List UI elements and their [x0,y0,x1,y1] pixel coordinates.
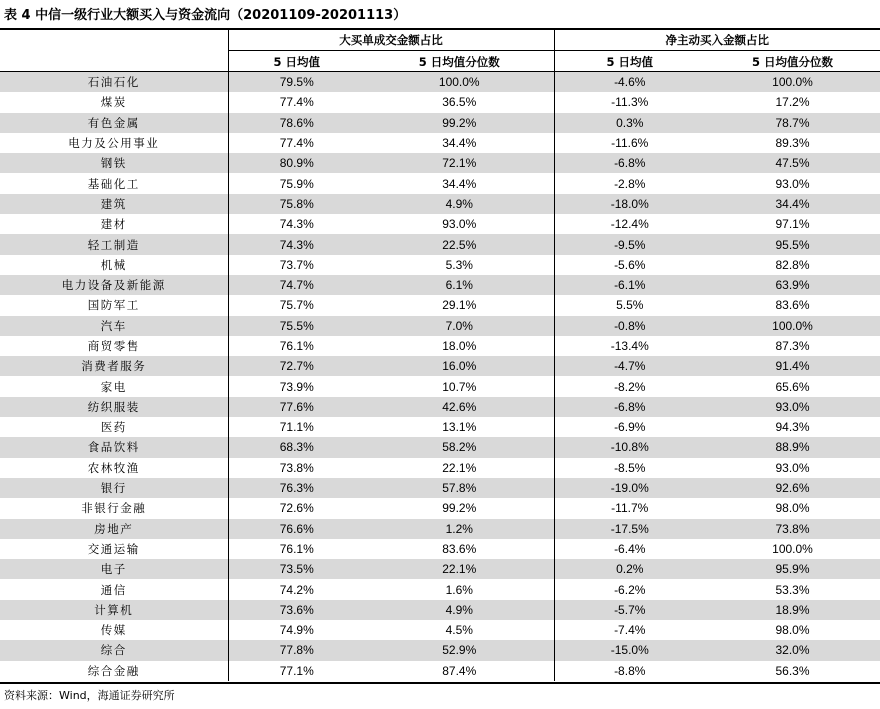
industry-name-cell: 基础化工 [87,176,140,191]
net-buy-percentile-cell: 47.5% [705,153,880,173]
net-buy-percentile-cell: 93.0% [775,460,810,475]
table-row [0,620,880,640]
industry-name-cell: 传媒 [100,623,127,638]
large-buy-percentile-cell: 6.1% [365,275,554,295]
industry-name-cell: 煤炭 [100,95,127,110]
large-buy-percentile-cell: 16.0% [365,356,554,376]
large-buy-avg-cell: 75.5% [228,316,365,336]
large-buy-avg-cell: 77.6% [228,397,365,417]
table-row [0,113,880,133]
net-buy-avg-cell: -6.8% [554,397,705,417]
large-buy-avg-cell: 77.4% [228,92,365,112]
large-buy-percentile-cell: 4.9% [365,194,554,214]
net-buy-percentile-cell: 65.6% [775,379,810,394]
net-buy-avg-cell: -10.8% [554,437,705,457]
table-row [0,458,880,478]
net-buy-percentile-cell: 34.4% [705,194,880,214]
net-buy-avg-cell: -7.4% [554,620,705,640]
large-buy-percentile-cell: 13.1% [442,420,477,435]
table-row [0,133,880,153]
net-buy-percentile-cell: 89.3% [775,136,810,151]
table-row [0,498,880,518]
large-buy-percentile-cell: 58.2% [365,437,554,457]
net-buy-percentile-cell: 91.4% [705,356,880,376]
net-buy-percentile-cell: 78.7% [705,113,880,133]
large-buy-percentile-cell: 83.6% [442,541,477,556]
industry-header-blank [0,30,228,51]
industry-name-cell: 非银行金融 [81,501,147,516]
large-buy-avg-cell: 79.5% [228,72,365,92]
net-buy-percentile-cell: 56.3% [775,663,810,678]
table-row [0,336,880,356]
large-buy-percentile-cell: 100.0% [365,72,554,92]
industry-name-cell: 家电 [100,379,127,394]
large-buy-percentile-cell: 52.9% [365,640,554,660]
net-buy-avg-cell: -6.8% [554,153,705,173]
table-title: 表 4 中信一级行业大额买入与资金流向（20201109-20201113） [4,8,407,23]
net-buy-percentile-cell: 87.3% [775,339,810,353]
net-buy-avg-cell: -12.4% [554,214,705,234]
large-buy-percentile-cell: 4.9% [365,600,554,620]
net-buy-percentile-cell: 97.1% [775,217,810,232]
large-buy-avg-cell: 74.2% [228,579,365,599]
industry-name-cell: 国防军工 [87,298,140,313]
net-buy-avg-cell: -6.4% [554,539,705,559]
net-buy-avg-cell: -11.3% [554,92,705,112]
table-row [0,92,880,112]
industry-name-cell: 计算机 [0,600,228,620]
table-row [0,214,880,234]
net-buy-avg-cell: -11.6% [554,133,705,153]
industry-name-cell: 商贸零售 [87,339,140,353]
bottom-rule [0,682,880,684]
industry-name-cell: 有色金属 [0,113,228,133]
table-row [0,295,880,315]
table-row [0,255,880,275]
net-buy-avg-cell: -8.8% [554,661,705,681]
large-buy-avg-cell: 75.8% [228,194,365,214]
industry-name-cell: 农林牧渔 [87,460,140,475]
large-buy-avg-cell: 77.4% [228,133,365,153]
source-note: 资料来源：Wind，海通证券研究所 [4,689,175,702]
net-buy-percentile-cell: 17.2% [775,95,810,110]
industry-name-cell: 综合金融 [87,663,140,678]
large-buy-percentile-cell: 93.0% [442,217,477,232]
net-buy-avg-cell: -2.8% [554,173,705,193]
net-buy-avg-cell: -6.1% [554,275,705,295]
industry-name-cell: 电力设备及新能源 [0,275,228,295]
large-buy-percentile-cell: 5.3% [445,257,473,272]
large-buy-percentile-cell: 87.4% [442,663,477,678]
industry-name-cell: 机械 [100,257,127,272]
net-buy-avg-cell: -5.6% [554,255,705,275]
large-buy-percentile-cell: 72.1% [365,153,554,173]
large-buy-percentile-cell: 34.4% [442,136,477,151]
table-row [0,579,880,599]
large-buy-percentile-cell: 1.2% [365,519,554,539]
col-large-buy-percentile: 5 日均值分位数 [418,54,500,69]
net-buy-percentile-cell: 82.8% [775,257,810,272]
large-buy-avg-cell: 74.9% [228,620,365,640]
industry-name-cell: 纺织服装 [0,397,228,417]
net-buy-percentile-cell: 95.5% [705,234,880,254]
industry-name-cell: 汽车 [0,316,228,336]
large-buy-percentile-cell: 57.8% [365,478,554,498]
large-buy-avg-cell: 72.6% [228,498,365,518]
large-buy-percentile-cell: 7.0% [365,316,554,336]
large-buy-ratio-header: 大买单成交金额占比 [228,30,554,51]
net-buy-avg-cell: -6.9% [554,417,705,437]
table-row [0,559,880,579]
large-buy-avg-cell: 78.6% [228,113,365,133]
industry-name-cell: 建材 [100,217,127,232]
table-row [0,234,880,254]
industry-name-cell: 银行 [0,478,228,498]
large-buy-avg-cell: 75.9% [228,173,365,193]
large-buy-percentile-cell: 10.7% [442,379,477,394]
large-buy-percentile-cell: 42.6% [365,397,554,417]
net-buy-avg-cell: -15.0% [554,640,705,660]
large-buy-avg-cell: 72.7% [228,356,365,376]
large-buy-percentile-cell: 18.0% [442,339,477,353]
net-buy-avg-cell: -9.5% [554,234,705,254]
table-row [0,437,880,457]
large-buy-avg-cell: 80.9% [228,153,365,173]
large-buy-avg-cell: 76.1% [228,539,365,559]
net-active-buy-ratio-header: 净主动买入金额占比 [554,30,880,51]
net-buy-percentile-cell: 93.0% [705,397,880,417]
net-buy-percentile-cell: 88.9% [705,437,880,457]
net-buy-percentile-cell: 93.0% [775,176,810,191]
net-buy-avg-cell: -8.2% [554,376,705,396]
industry-name-cell: 交通运输 [87,541,140,556]
industry-name-cell: 钢铁 [0,153,228,173]
industry-name-cell: 消费者服务 [0,356,228,376]
net-buy-percentile-cell: 100.0% [705,72,880,92]
net-buy-percentile-cell: 95.9% [705,559,880,579]
table-row [0,661,880,681]
table-row [0,417,880,437]
net-buy-avg-cell: 0.3% [554,113,705,133]
net-buy-avg-cell: 0.2% [554,559,705,579]
industry-name-cell: 医药 [100,420,127,435]
table-row [0,519,880,539]
industry-name-cell: 石油石化 [0,72,228,92]
table-row [0,539,880,559]
table-row [0,173,880,193]
net-buy-avg-cell: -19.0% [554,478,705,498]
large-buy-percentile-cell: 22.5% [365,234,554,254]
table-row [0,600,880,620]
large-buy-avg-cell: 73.7% [228,255,365,275]
net-buy-avg-cell: -4.6% [554,72,705,92]
net-buy-percentile-cell: 63.9% [705,275,880,295]
large-buy-percentile-cell: 4.5% [445,623,473,638]
net-buy-avg-cell: -17.5% [554,519,705,539]
large-buy-percentile-cell: 99.2% [365,113,554,133]
net-buy-percentile-cell: 98.0% [775,501,810,516]
col-net-buy-avg: 5 日均值 [554,51,705,73]
large-buy-avg-cell: 73.5% [228,559,365,579]
table-row [0,72,880,92]
net-buy-avg-cell: -8.5% [554,458,705,478]
industry-name-cell: 轻工制造 [0,234,228,254]
table-row [0,153,880,173]
industry-name-cell: 通信 [100,582,127,597]
table-row [0,194,880,214]
industry-name-cell: 电力及公用事业 [68,136,160,151]
col-large-buy-avg: 5 日均值 [228,51,365,73]
net-buy-percentile-cell: 100.0% [772,541,813,556]
table-row [0,275,880,295]
industry-name-cell: 房地产 [0,519,228,539]
large-buy-percentile-cell: 34.4% [442,176,477,191]
large-buy-avg-cell: 74.7% [228,275,365,295]
net-buy-percentile-cell: 94.3% [775,420,810,435]
net-buy-percentile-cell: 18.9% [705,600,880,620]
table-row [0,356,880,376]
large-buy-avg-cell: 77.8% [228,640,365,660]
net-buy-avg-cell: 5.5% [554,295,705,315]
net-buy-avg-cell: -5.7% [554,600,705,620]
large-buy-avg-cell: 68.3% [228,437,365,457]
large-buy-percentile-cell: 36.5% [442,95,477,110]
large-buy-avg-cell: 74.3% [228,234,365,254]
net-buy-percentile-cell: 98.0% [775,623,810,638]
large-buy-percentile-cell: 99.2% [442,501,477,516]
large-buy-avg-cell: 73.6% [228,600,365,620]
large-buy-avg-cell: 73.9% [228,376,365,396]
large-buy-percentile-cell: 22.1% [365,559,554,579]
net-buy-percentile-cell: 73.8% [705,519,880,539]
col-net-buy-percentile: 5 日均值分位数 [751,54,833,69]
large-buy-percentile-cell: 22.1% [442,460,477,475]
large-buy-avg-cell: 73.8% [228,458,365,478]
table-row [0,478,880,498]
table-row [0,376,880,396]
table-body [0,72,880,681]
industry-flow-table [0,30,880,681]
net-buy-avg-cell: -0.8% [554,316,705,336]
net-buy-avg-cell: -6.2% [554,579,705,599]
large-buy-avg-cell: 75.7% [228,295,365,315]
large-buy-avg-cell: 76.6% [228,519,365,539]
large-buy-percentile-cell: 29.1% [442,298,477,313]
net-buy-percentile-cell: 53.3% [775,582,810,597]
industry-name-cell: 综合 [0,640,228,660]
large-buy-avg-cell: 74.3% [228,214,365,234]
table-row [0,316,880,336]
industry-subheader-blank [0,51,228,73]
large-buy-avg-cell: 76.3% [228,478,365,498]
large-buy-avg-cell: 76.1% [228,336,365,356]
table-row [0,397,880,417]
net-buy-percentile-cell: 32.0% [705,640,880,660]
net-buy-avg-cell: -4.7% [554,356,705,376]
large-buy-percentile-cell: 1.6% [445,582,473,597]
net-buy-percentile-cell: 83.6% [775,298,810,313]
table-row [0,640,880,660]
industry-name-cell: 建筑 [0,194,228,214]
net-buy-percentile-cell: 100.0% [705,316,880,336]
industry-name-cell: 食品饮料 [0,437,228,457]
large-buy-avg-cell: 71.1% [228,417,365,437]
industry-name-cell: 电子 [0,559,228,579]
net-buy-avg-cell: -11.7% [554,498,705,518]
net-buy-avg-cell: -18.0% [554,194,705,214]
large-buy-avg-cell: 77.1% [228,661,365,681]
net-buy-avg-cell: -13.4% [554,336,705,356]
net-buy-percentile-cell: 92.6% [705,478,880,498]
